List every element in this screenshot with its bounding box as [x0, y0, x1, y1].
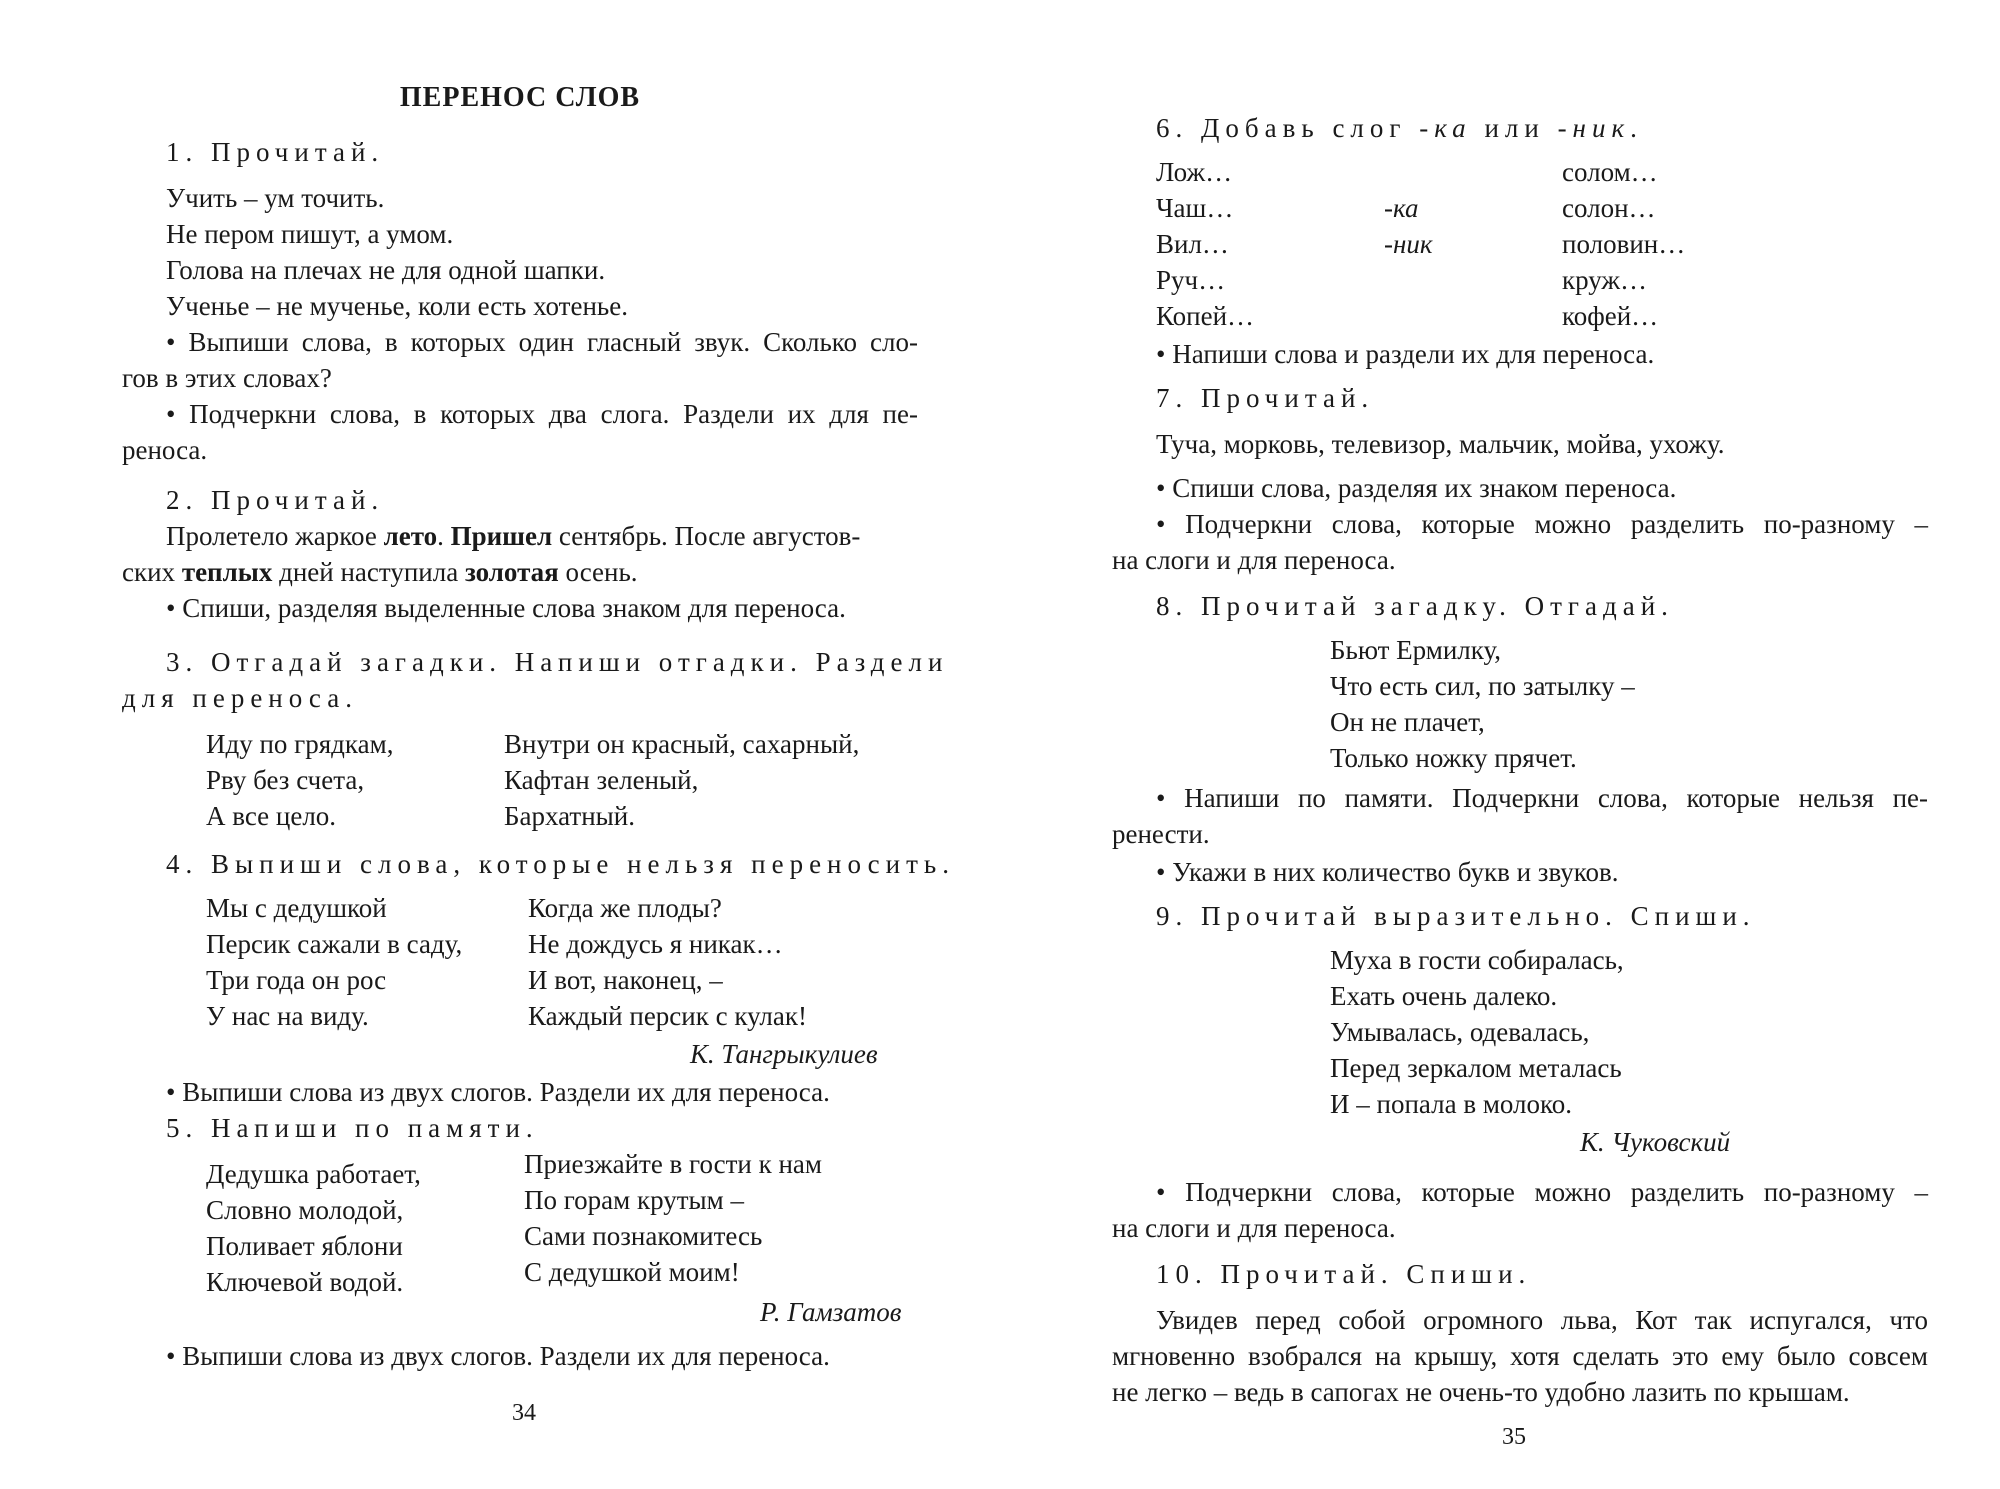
highlighted-word: золотая: [464, 557, 559, 587]
highlighted-word: лето: [383, 521, 438, 551]
page-number: 34: [512, 1400, 536, 1426]
word-stem: круж…: [1562, 265, 1648, 295]
poem-line: Мы с дедушкой: [206, 893, 387, 923]
ex1-line: Голова на плечах не для одной шапки.: [166, 255, 606, 285]
author: К. Тангрыкулиев: [690, 1039, 878, 1069]
ex7-task: на слоги и для переноса.: [1112, 545, 1396, 575]
poem-line: Умывалась, одевалась,: [1330, 1017, 1590, 1047]
ex7-words: Туча, морковь, телевизор, мальчик, мойва, ухожу.: [1156, 429, 1725, 459]
ex10-text-line: Увидев перед собой огромного льва, Кот так испугался, что: [1156, 1305, 1928, 1335]
ex8-header: 8. Прочитай загадку. Отгадай.: [1156, 591, 1674, 621]
highlighted-word: Пришел: [450, 521, 553, 551]
ex3-header: для переноса.: [122, 683, 358, 713]
word-stem: кофей…: [1562, 301, 1659, 331]
poem-line: Дедушка работает,: [206, 1159, 421, 1189]
ex8-task: • Укажи в них количество букв и звуков.: [1156, 857, 1619, 887]
page-title: ПЕРЕНОС СЛОВ: [399, 82, 641, 113]
ex1-line: Учить – ум точить.: [166, 183, 385, 213]
poem-line: Только ножку прячет.: [1330, 743, 1577, 773]
suffix: -ка: [1384, 193, 1419, 223]
poem-line: По горам крутым –: [524, 1185, 745, 1215]
text-run: .: [1630, 113, 1643, 143]
ex6-task: • Напиши слова и раздели их для переноса.: [1156, 339, 1655, 369]
text-run: 6. Добавь слог: [1156, 113, 1420, 143]
poem-line: И – попала в молоко.: [1330, 1089, 1573, 1119]
ex10-text-line: не легко – ведь в сапогах не очень-то удобно лазить по крышам.: [1112, 1377, 1850, 1407]
word-stem: Вил…: [1156, 229, 1229, 259]
ex3-header: 3. Отгадай загадки. Напиши отгадки. Раздели: [166, 647, 949, 677]
ex4-task: • Выпиши слова из двух слогов. Раздели их для переноса.: [166, 1077, 830, 1107]
ex5-task: • Выпиши слова из двух слогов. Раздели их для переноса.: [166, 1341, 830, 1371]
riddle-line: Внутри он красный, сахарный,: [504, 729, 860, 759]
riddle-line: А все цело.: [206, 801, 337, 831]
ex1-line: Ученье – не мученье, коли есть хотенье.: [166, 291, 628, 321]
word-stem: Копей…: [1156, 301, 1255, 331]
ex2-task: • Спиши, разделяя выделенные слова знаком для переноса.: [166, 593, 846, 623]
text-run: -ка: [1419, 113, 1472, 143]
ex1-task: • Подчеркни слова, в которых два слога. Раздели их для пе-: [166, 399, 918, 429]
poem-line: Когда же плоды?: [528, 893, 722, 923]
poem-line: Бьют Ермилку,: [1330, 635, 1502, 665]
suffix: -ник: [1384, 229, 1433, 259]
poem-line: С дедушкой моим!: [524, 1257, 740, 1287]
poem-line: Не дождусь я никак…: [528, 929, 783, 959]
word-stem: Руч…: [1156, 265, 1226, 295]
ex8-task: ренести.: [1112, 819, 1210, 849]
text-run: .: [437, 521, 451, 551]
text-run: осень.: [558, 557, 638, 587]
ex1-task: • Выпиши слова, в которых один гласный звук. Сколько сло-: [166, 327, 918, 357]
ex5-header: 5. Напиши по памяти.: [166, 1113, 539, 1143]
right-page: [1000, 0, 2000, 1489]
word-stem: половин…: [1562, 229, 1686, 259]
poem-line: Три года он рос: [206, 965, 387, 995]
word-stem: солом…: [1562, 157, 1658, 187]
ex9-task: на слоги и для переноса.: [1112, 1213, 1396, 1243]
ex1-header: 1. Прочитай.: [166, 137, 385, 167]
riddle-line: Иду по грядкам,: [206, 729, 394, 759]
poem-line: Персик сажали в саду,: [206, 929, 463, 959]
ex6-header: [1156, 110, 1643, 146]
word-stem: Чаш…: [1156, 193, 1234, 223]
ex4-header: 4. Выпиши слова, которые нельзя переносить.: [166, 849, 955, 879]
poem-line: Поливает яблони: [206, 1231, 403, 1261]
poem-line: У нас на виду.: [206, 1001, 369, 1031]
poem-line: Ехать очень далеко.: [1330, 981, 1558, 1011]
ex2-text-line: [122, 554, 638, 590]
poem-line: Он не плачет,: [1330, 707, 1485, 737]
ex2-header: 2. Прочитай.: [166, 485, 385, 515]
ex10-text-line: мгновенно взобрался на крышу, хотя сделать это ему было совсем: [1112, 1341, 1928, 1371]
ex1-task: гов в этих словах?: [122, 363, 332, 393]
text-run: или: [1471, 113, 1558, 143]
author: Р. Гамзатов: [760, 1297, 902, 1327]
highlighted-word: теплых: [181, 557, 273, 587]
ex2-text-line: [166, 518, 860, 554]
text-run: -ник: [1557, 113, 1631, 143]
text-run: Пролетело жаркое: [166, 521, 384, 551]
riddle-line: Бархатный.: [504, 801, 636, 831]
ex9-task: • Подчеркни слова, которые можно разделить по-разному –: [1156, 1177, 1928, 1207]
riddle-line: Рву без счета,: [206, 765, 365, 795]
poem-line: Сами познакомитесь: [524, 1221, 763, 1251]
text-run: дней наступила: [272, 557, 465, 587]
riddle-line: Кафтан зеленый,: [504, 765, 699, 795]
poem-line: Приезжайте в гости к нам: [524, 1149, 823, 1179]
ex7-header: 7. Прочитай.: [1156, 383, 1375, 413]
ex7-task: • Подчеркни слова, которые можно разделить по-разному –: [1156, 509, 1928, 539]
ex1-task: реноса.: [122, 435, 208, 465]
ex7-task: • Спиши слова, разделяя их знаком переноса.: [1156, 473, 1677, 503]
word-stem: Лож…: [1156, 157, 1233, 187]
ex9-header: 9. Прочитай выразительно. Спиши.: [1156, 901, 1756, 931]
text-run: сентябрь. После августов-: [552, 521, 861, 551]
ex10-header: 10. Прочитай. Спиши.: [1156, 1259, 1532, 1289]
poem-line: Перед зеркалом металась: [1330, 1053, 1622, 1083]
poem-line: Ключевой водой.: [206, 1267, 404, 1297]
poem-line: Что есть сил, по затылку –: [1330, 671, 1635, 701]
poem-line: И вот, наконец, –: [528, 965, 723, 995]
poem-line: Муха в гости собиралась,: [1330, 945, 1624, 975]
text-run: ских: [122, 557, 182, 587]
page-number: 35: [1502, 1424, 1526, 1450]
poem-line: Словно молодой,: [206, 1195, 404, 1225]
author: К. Чуковский: [1580, 1127, 1731, 1157]
word-stem: солон…: [1562, 193, 1656, 223]
ex8-task: • Напиши по памяти. Подчеркни слова, которые нельзя пе-: [1156, 783, 1928, 813]
poem-line: Каждый персик с кулак!: [528, 1001, 807, 1031]
ex1-line: Не пером пишут, а умом.: [166, 219, 454, 249]
